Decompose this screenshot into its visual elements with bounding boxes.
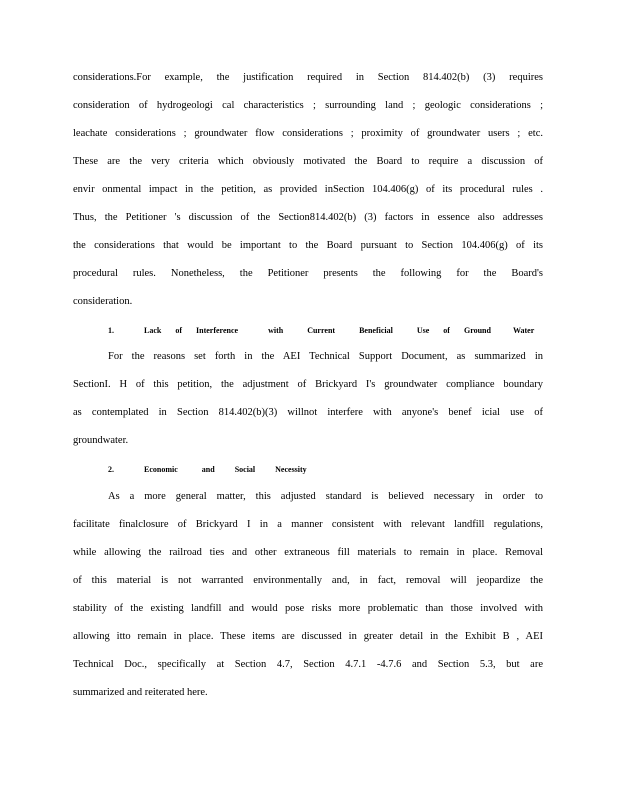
- body-text-line: facilitate finalclosure of Brickyard I in a manner consistent with relevant landfill regulations,: [73, 519, 543, 530]
- body-text-line: Thus, the Petitioner 's discussion of the Section814.402(b) (3) factors in essence also addresses: [73, 212, 543, 223]
- body-text-line: For the reasons set forth in the AEI Technical Support Document, as summarized in: [108, 351, 543, 362]
- heading-word: of: [175, 326, 183, 335]
- body-text-line: as contemplated in Section 814.402(b)(3) willnot interfere with anyone's benef icial use of: [73, 407, 543, 418]
- heading-number: 1.: [108, 326, 114, 335]
- heading-word: Use: [416, 326, 430, 335]
- heading-word: Water: [512, 326, 535, 335]
- heading-word: Interference: [196, 326, 239, 335]
- body-text-line: These are the very criteria which obviously motivated the Board to require a discussion of: [73, 156, 543, 167]
- body-text-line: groundwater.: [73, 435, 129, 446]
- heading-word: Necessity: [275, 465, 307, 474]
- heading-word: Economic: [144, 465, 178, 474]
- section-heading-2: [108, 464, 307, 475]
- heading-word: Social: [234, 465, 256, 474]
- body-text-line: Technical Doc., specifically at Section 4.7, Section 4.7.1 -4.7.6 and Section 5.3, but are: [73, 659, 543, 670]
- body-text-line: while allowing the railroad ties and other extraneous fill materials to remain in place. Removal: [73, 547, 543, 558]
- body-text-line: stability of the existing landfill and would pose risks more problematic than those involved with: [73, 603, 543, 614]
- body-text-line: procedural rules. Nonetheless, the Petitioner presents the following for the Board's: [73, 268, 543, 279]
- heading-word: of: [443, 326, 450, 335]
- body-text-line: As a more general matter, this adjusted standard is believed necessary in order to: [108, 491, 543, 502]
- heading-number: 2.: [108, 465, 114, 474]
- body-text-line: considerations.For example, the justification required in Section 814.402(b) (3) requires: [73, 72, 543, 83]
- body-text-line: consideration.: [73, 296, 133, 307]
- body-text-line: summarized and reiterated here.: [73, 687, 208, 698]
- body-text-line: leachate considerations ; groundwater flow considerations ; proximity of groundwater users ; etc.: [73, 128, 543, 139]
- section-heading-1: [108, 325, 534, 336]
- heading-word: Beneficial: [359, 326, 393, 335]
- body-text-line: of this material is not warranted environmentally and, in fact, removal will jeopardize the: [73, 575, 543, 586]
- heading-word: Current: [307, 326, 336, 335]
- heading-word: Lack: [144, 326, 162, 335]
- heading-word: and: [201, 465, 215, 474]
- body-text-line: consideration of hydrogeologi cal characteristics ; surrounding land ; geologic considerations ;: [73, 100, 543, 111]
- body-text-line: allowing itto remain in place. These items are discussed in greater detail in the Exhibit B , AEI: [73, 631, 543, 642]
- body-text-line: SectionI. H of this petition, the adjustment of Brickyard I's groundwater compliance boundary: [73, 379, 543, 390]
- body-text-line: the considerations that would be important to the Board pursuant to Section 104.406(g) of its: [73, 240, 543, 251]
- heading-word: with: [268, 326, 284, 335]
- body-text-line: envir onmental impact in the petition, as provided inSection 104.406(g) of its procedural rules .: [73, 184, 543, 195]
- heading-word: Ground: [463, 326, 491, 335]
